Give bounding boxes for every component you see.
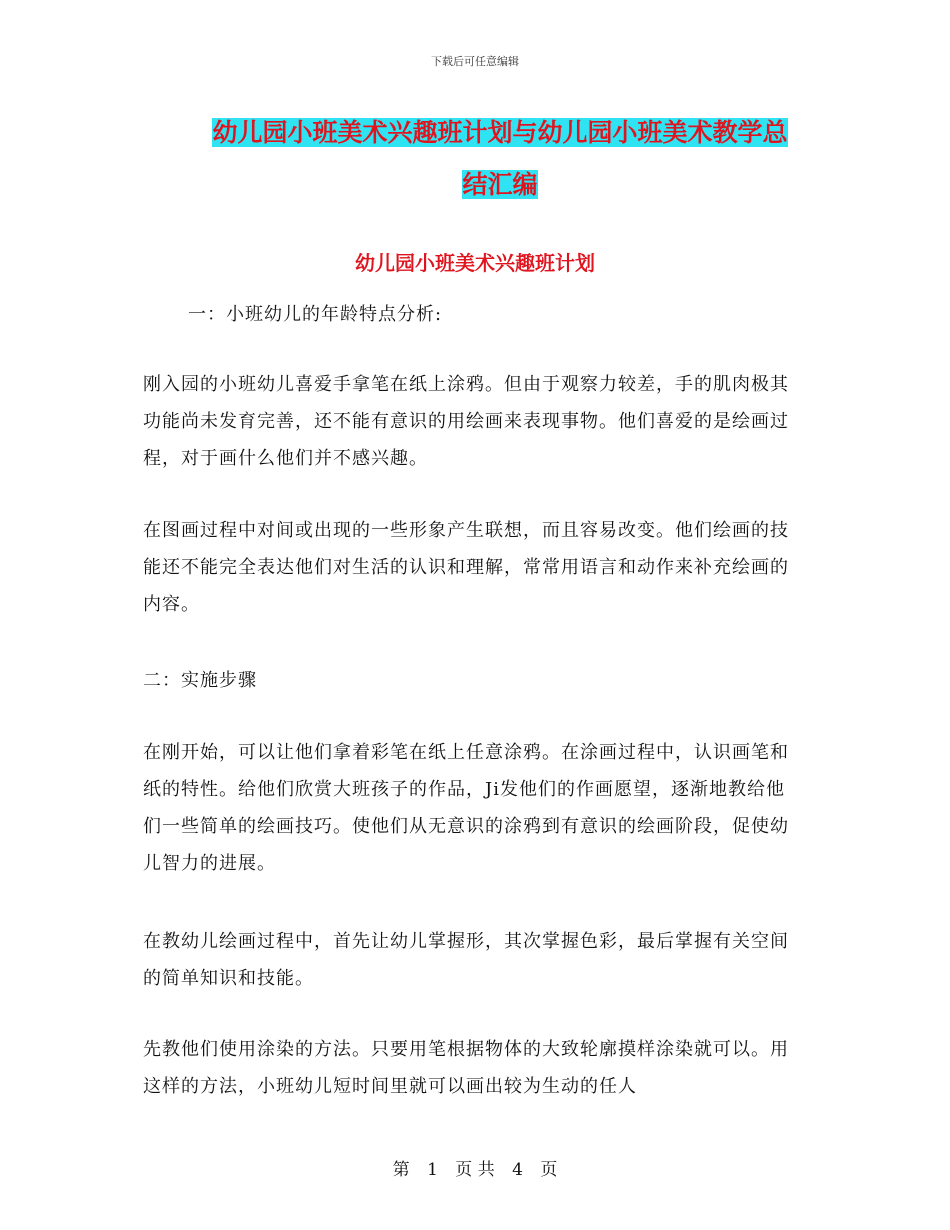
- page-footer: [0, 1155, 950, 1180]
- paragraph-7: 先教他们使用涂染的方法。只要用笔根据物体的大致轮廓摸样涂染就可以。用这样的方法，小班幼儿短时间里就可以画出较为生动的任人: [143, 1039, 789, 1097]
- header-note: 下载后可任意编辑: [431, 55, 519, 68]
- section-title: 幼儿园小班美术兴趣班计划: [355, 251, 595, 275]
- footer-suffix: 页: [540, 1160, 558, 1180]
- paragraph-6: 在教幼儿绘画过程中，首先让幼儿掌握形，其次掌握色彩，最后掌握有关空间的简单知识和技能。: [143, 931, 789, 989]
- footer-page-number: 1: [427, 1160, 438, 1180]
- paragraph-5: 在刚开始，可以让他们拿着彩笔在纸上任意涂鸦。在涂画过程中，认识画笔和纸的特性。给他们欣赏大班孩子的作品，Ji发他们的作画愿望，逐渐地教给他们一些简单的绘画技巧。使他们从无意识的涂鸦到有意识的绘画阶段，促使幼儿智力的进展。: [143, 742, 789, 874]
- title-line-2: 结汇编: [462, 170, 538, 199]
- footer-middle: 页 共: [455, 1160, 495, 1180]
- paragraph-4: 二：实施步骤: [143, 670, 257, 691]
- document-title: [120, 107, 880, 211]
- footer-total-pages: 4: [512, 1160, 523, 1180]
- paragraph-1: 一：小班幼儿的年龄特点分析:: [188, 304, 443, 325]
- paragraph-3: 在图画过程中对间或出现的一些形象产生联想，而且容易改变。他们绘画的技能还不能完全表达他们对生活的认识和理解，常常用语言和动作来补充绘画的内容。: [143, 520, 789, 615]
- footer-prefix: 第: [392, 1160, 410, 1180]
- paragraph-2: 刚入园的小班幼儿喜爱手拿笔在纸上涂鸦。但由于观察力较差，手的肌肉极其功能尚未发育完善，还不能有意识的用绘画来表现事物。他们喜爱的是绘画过程，对于画什么他们并不感兴趣。: [143, 374, 789, 469]
- title-line-1: 幼儿园小班美术兴趣班计划与幼儿园小班美术教学总: [212, 118, 788, 147]
